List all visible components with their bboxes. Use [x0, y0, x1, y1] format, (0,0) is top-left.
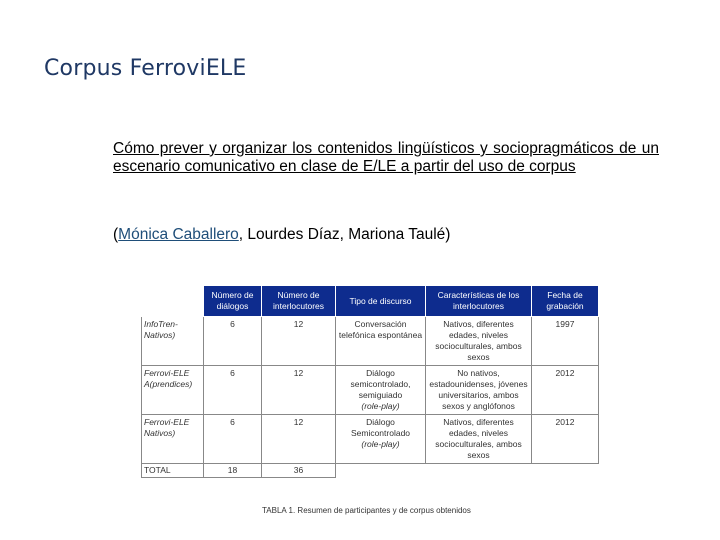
table-cell-fecha: 2012: [532, 415, 599, 464]
table-cell-interlocutores: 12: [262, 366, 336, 415]
table-cell-corpus: Ferrovi-ELE Nativos): [142, 415, 204, 464]
table-row: [142, 415, 599, 464]
table-cell-empty: [532, 464, 599, 478]
corpus-summary-table: [141, 285, 599, 478]
table-cell-corpus: InfoTren-Nativos): [142, 317, 204, 366]
table-cell-caracteristicas: Nativos, diferentes edades, niveles socioculturales, ambos sexos: [426, 415, 532, 464]
table-cell-total-label: TOTAL: [142, 464, 204, 478]
table-header-fecha: Fecha de grabación: [532, 286, 599, 317]
table-header-caracteristicas: Características de los interlocutores: [426, 286, 532, 317]
table-total-row: [142, 464, 599, 478]
table-caption: TABLA 1. Resumen de participantes y de corpus obtenidos: [262, 506, 471, 515]
table-cell-empty: [426, 464, 532, 478]
table-cell-fecha: 1997: [532, 317, 599, 366]
table-header-blank: [142, 286, 204, 317]
table-cell-tipo: [336, 415, 426, 464]
table-cell-caracteristicas: No nativos, estadounidenses, jóvenes universitarios, ambos sexos y anglófonos: [426, 366, 532, 415]
author-link[interactable]: Mónica Caballero: [118, 226, 239, 243]
presentation-heading: Cómo prever y organizar los contenidos lingüísticos y sociopragmáticos de un escenario comunicativo en clase de E/LE a partir del uso de corpus: [113, 140, 659, 175]
table-header-tipo: Tipo de discurso: [336, 286, 426, 317]
table-cell-fecha: 2012: [532, 366, 599, 415]
table-cell-total-interlocutores: 36: [262, 464, 336, 478]
table-cell-dialogos: 6: [204, 366, 262, 415]
table-header-row: [142, 286, 599, 317]
slide-title: Corpus FerroviELE: [44, 56, 247, 81]
tipo-text: Conversación telefónica espontánea: [338, 319, 423, 340]
tipo-text: Diálogo Semicontrolado: [350, 417, 411, 438]
tipo-text: Diálogo semicontrolado, semiguiado: [350, 368, 411, 400]
authors-line: [113, 226, 450, 244]
table-row: [142, 317, 599, 366]
tipo-note: (role-play): [361, 401, 400, 411]
table-cell-tipo: [336, 366, 426, 415]
table-cell-total-dialogos: 18: [204, 464, 262, 478]
authors-open-paren: (: [113, 226, 119, 243]
authors-rest: , Lourdes Díaz, Mariona Taulé): [238, 226, 451, 243]
table-cell-interlocutores: 12: [262, 415, 336, 464]
table-row: [142, 366, 599, 415]
tipo-note: (role-play): [361, 439, 400, 449]
table-cell-dialogos: 6: [204, 415, 262, 464]
table-cell-empty: [336, 464, 426, 478]
table-cell-interlocutores: 12: [262, 317, 336, 366]
table-header-dialogos: Número de diálogos: [204, 286, 262, 317]
table-cell-tipo: [336, 317, 426, 366]
table-header-interlocutores: Número de interlocutores: [262, 286, 336, 317]
table-cell-dialogos: 6: [204, 317, 262, 366]
table-cell-corpus: Ferrovi-ELE A(prendices): [142, 366, 204, 415]
table-cell-caracteristicas: Nativos, diferentes edades, niveles socioculturales, ambos sexos: [426, 317, 532, 366]
